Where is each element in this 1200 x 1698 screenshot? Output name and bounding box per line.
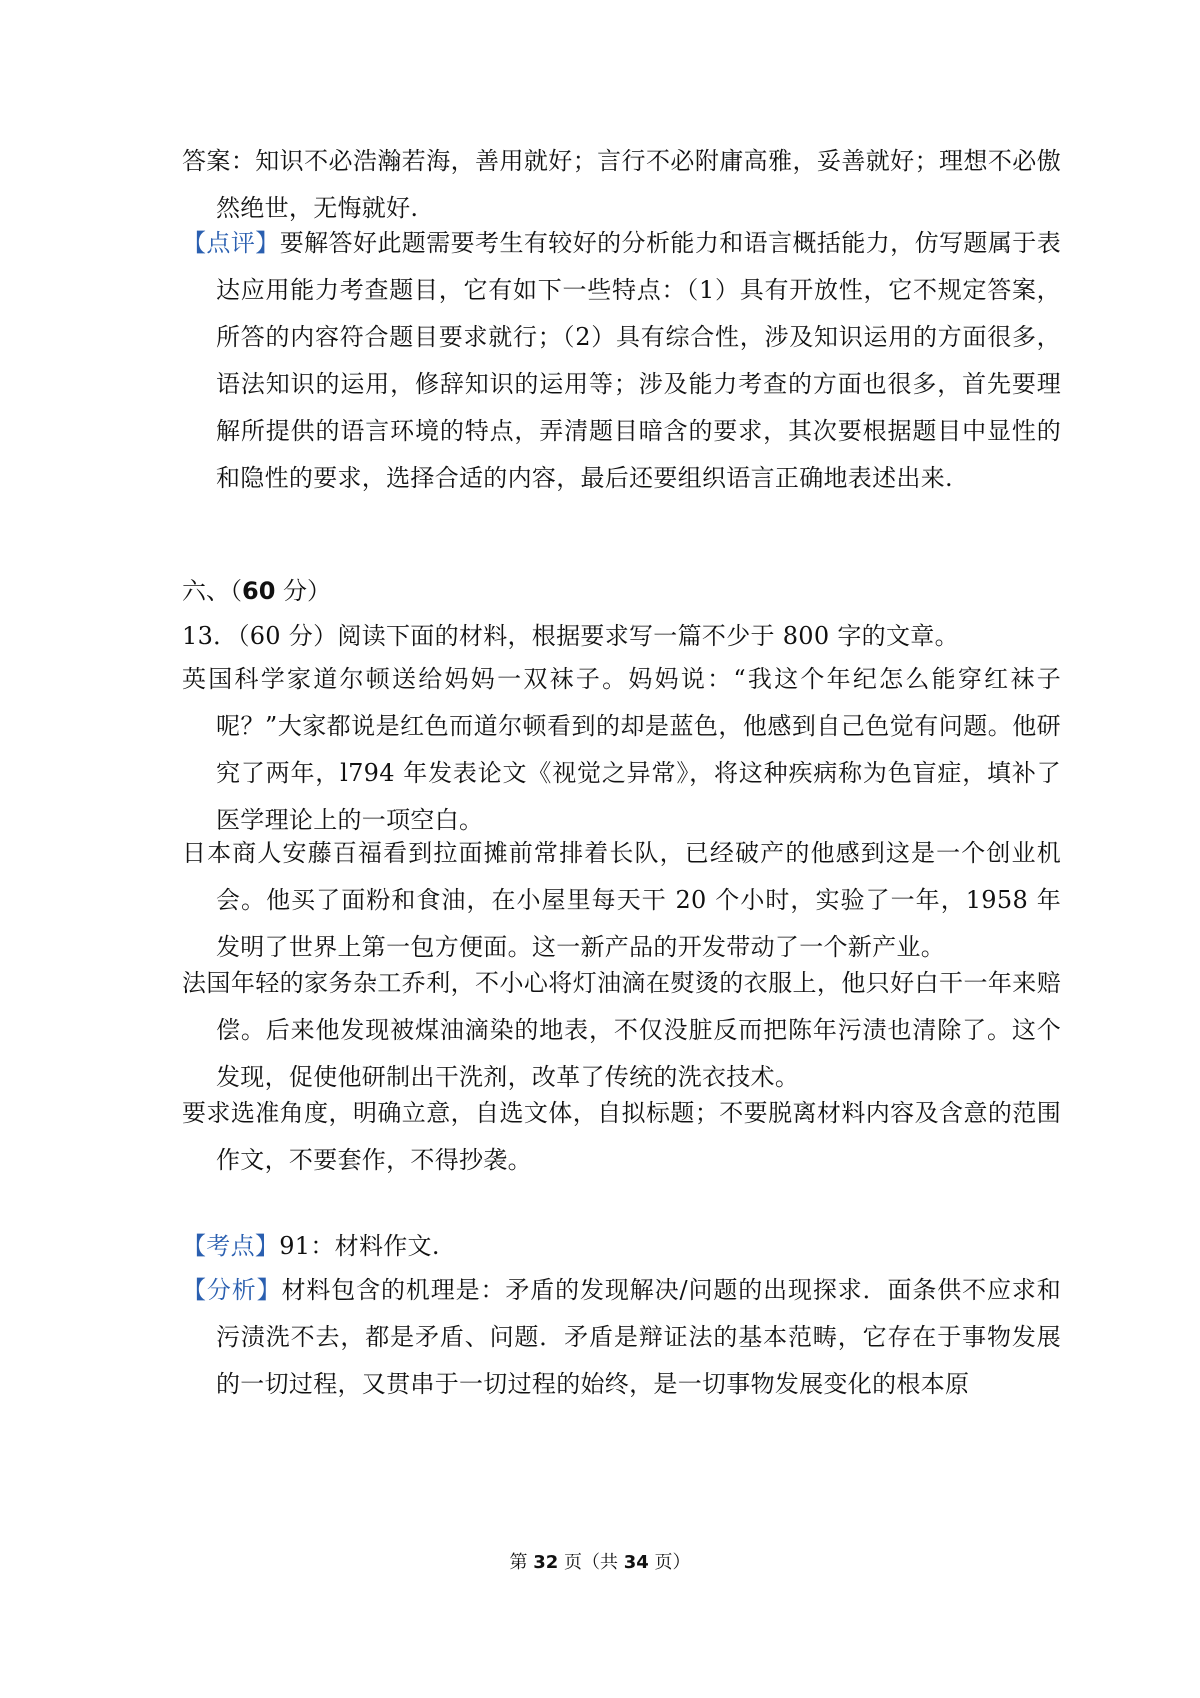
page-footer bbox=[0, 1551, 1200, 1575]
footer-suffix: 页） bbox=[648, 1552, 691, 1573]
requirement-text: 要求选准角度，明确立意，自选文体，自拟标题；不要脱离材料内容及含意的范围作文，不要套作，不得抄袭。 bbox=[182, 1099, 1061, 1174]
answer-paragraph bbox=[182, 138, 1061, 232]
footer-middle: 页（共 bbox=[558, 1552, 624, 1573]
requirement-paragraph bbox=[182, 1090, 1061, 1184]
question-text: 13．（60 分）阅读下面的材料，根据要求写一篇不少于 800 字的文章。 bbox=[182, 622, 959, 650]
material-paragraph-1 bbox=[182, 656, 1061, 844]
fenxi-text: 材料包含的机理是：矛盾的发现解决/问题的出现探求．面条供不应求和污渍洗不去，都是矛盾、问题．矛盾是辩证法的基本范畴，它存在于事物发展的一切过程，又贯串于一切过程的始终，是一切事物发展变化的根本原 bbox=[216, 1276, 1061, 1398]
fenxi-tag: 【分析】 bbox=[182, 1276, 282, 1304]
footer-total-pages: 34 bbox=[623, 1552, 649, 1573]
comment-paragraph bbox=[182, 220, 1061, 502]
kaodian-tag: 【考点】 bbox=[182, 1232, 280, 1260]
footer-page-number: 32 bbox=[533, 1552, 559, 1573]
section-score: 60 bbox=[242, 577, 276, 605]
material-paragraph-3 bbox=[182, 960, 1061, 1101]
answer-text: 答案：知识不必浩瀚若海，善用就好；言行不必附庸高雅，妥善就好；理想不必傲然绝世，无悔就好. bbox=[182, 147, 1061, 222]
kaodian-paragraph bbox=[182, 1223, 1061, 1270]
fenxi-paragraph bbox=[182, 1267, 1061, 1408]
question-paragraph bbox=[182, 613, 1061, 660]
comment-tag: 【点评】 bbox=[182, 229, 280, 257]
section-heading bbox=[182, 568, 331, 615]
material-text-3: 法国年轻的家务杂工乔利，不小心将灯油滴在熨烫的衣服上，他只好白干一年来赔偿。后来他发现被煤油滴染的地表，不仅没脏反而把陈年污渍也清除了。这个发现，促使他研制出干洗剂，改革了传统的洗衣技术。 bbox=[182, 969, 1061, 1091]
comment-text: 要解答好此题需要考生有较好的分析能力和语言概括能力，仿写题属于表达应用能力考查题目，它有如下一些特点：（1）具有开放性，它不规定答案，所答的内容符合题目要求就行；（2）具有综合性，涉及知识运用的方面很多，语法知识的运用，修辞知识的运用等；涉及能力考查的方面也很多，首先要理解所提供的语言环境的特点，弄清题目暗含的要求，其次要根据题目中显性的和隐性的要求，选择合适的内容，最后还要组织语言正确地表述出来. bbox=[216, 229, 1061, 492]
material-paragraph-2 bbox=[182, 830, 1061, 971]
section-prefix: 六、（ bbox=[182, 577, 242, 605]
kaodian-text: 91：材料作文. bbox=[279, 1232, 440, 1260]
material-text-1: 英国科学家道尔顿送给妈妈一双袜子。妈妈说：“我这个年纪怎么能穿红袜子呢？”大家都说是红色而道尔顿看到的却是蓝色，他感到自己色觉有问题。他研究了两年，l794 年发表论文《视觉之异常》，将这种疾病称为色盲症，填补了医学理论上的一项空白。 bbox=[182, 665, 1061, 834]
section-suffix: 分） bbox=[275, 577, 332, 605]
footer-prefix: 第 bbox=[509, 1552, 534, 1573]
material-text-2: 日本商人安藤百福看到拉面摊前常排着长队，已经破产的他感到这是一个创业机会。他买了面粉和食油，在小屋里每天干 20 个小时，实验了一年，1958 年发明了世界上第一包方便面。这一新产品的开发带动了一个新产业。 bbox=[182, 839, 1061, 961]
